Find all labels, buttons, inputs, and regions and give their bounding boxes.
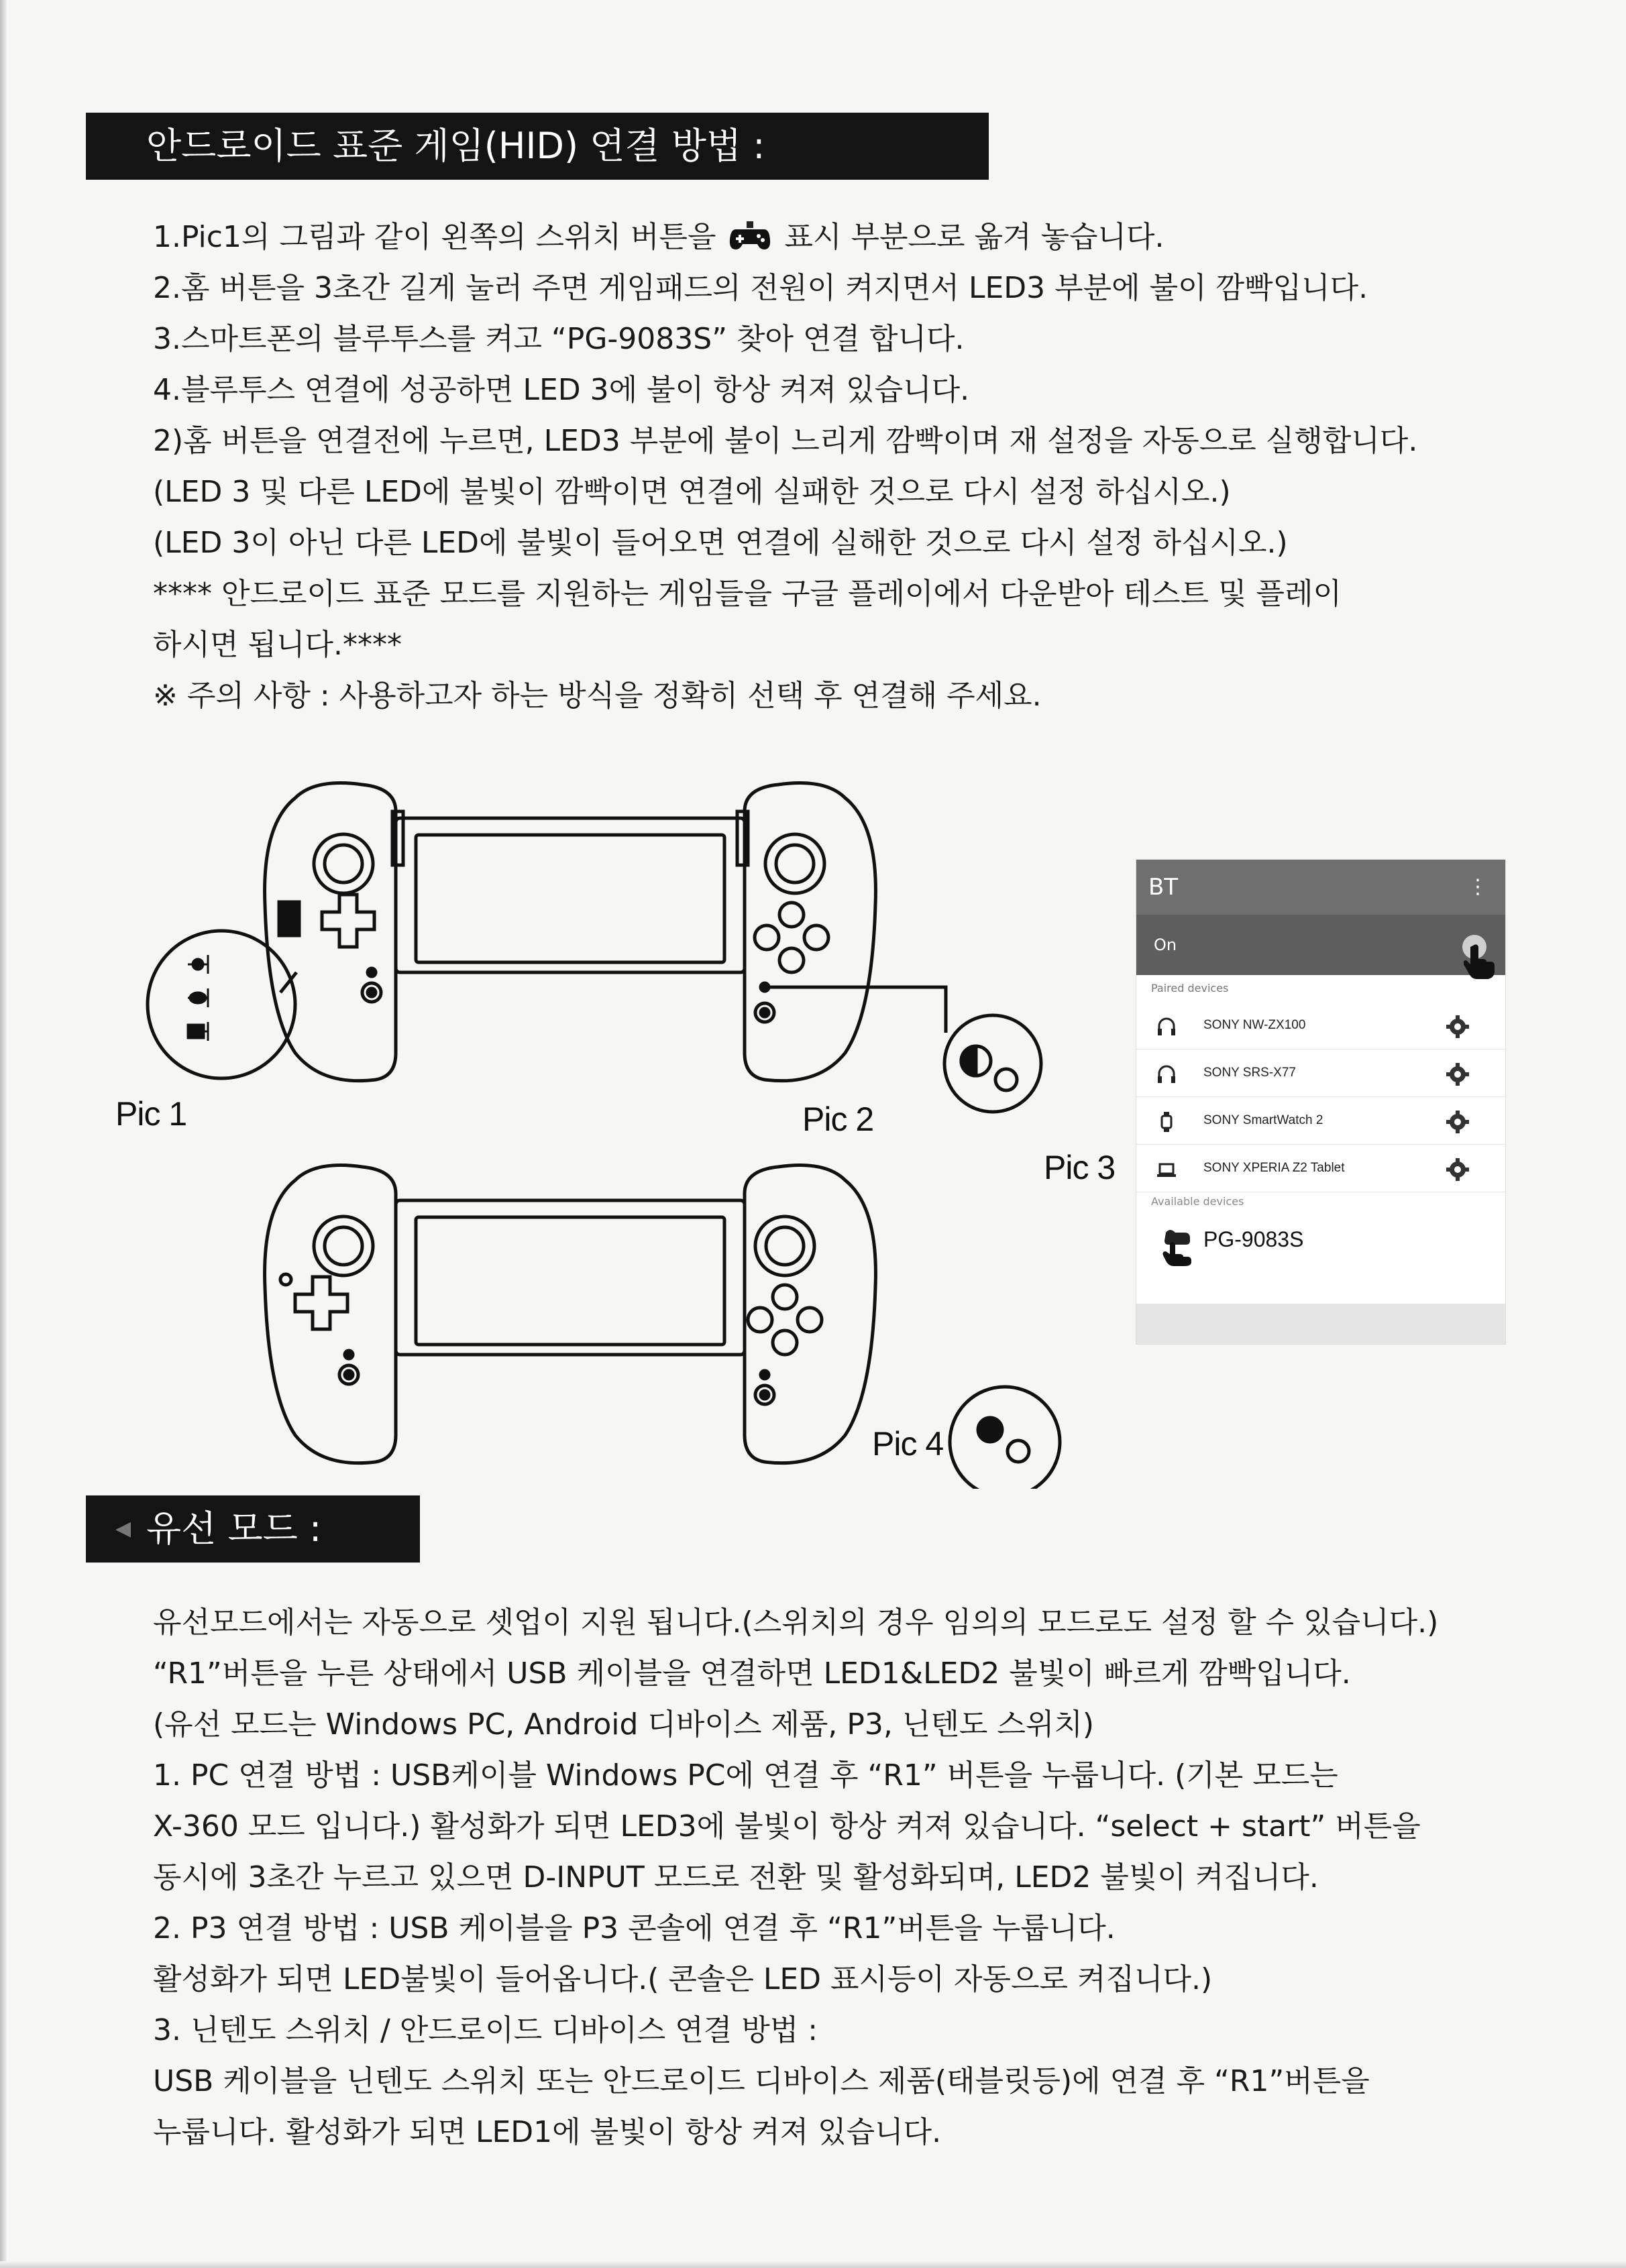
instruction-line: 하시면 됩니다.**** bbox=[153, 628, 402, 662]
more-menu-icon[interactable]: ⋮ bbox=[1468, 875, 1488, 899]
controller-bottom bbox=[265, 1166, 876, 1463]
instruction-line: 1.Pic1의 그림과 같이 왼쪽의 스위치 버튼을 표시 부분으로 옮겨 놓습니다. bbox=[153, 220, 1164, 254]
pic3-label: Pic 3 bbox=[1044, 1149, 1116, 1186]
settings-gear-icon[interactable] bbox=[1445, 1014, 1470, 1039]
instruction-line: 4.블루투스 연결에 성공하면 LED 3에 불이 항상 켜져 있습니다. bbox=[153, 373, 970, 407]
watch-icon bbox=[1156, 1112, 1177, 1132]
settings-gear-icon[interactable] bbox=[1445, 1109, 1470, 1135]
section1-instructions bbox=[153, 212, 1582, 722]
arrow-icon: ◀ bbox=[115, 1517, 131, 1540]
gamepad-icon bbox=[729, 221, 771, 251]
paired-devices-label: Paired devices bbox=[1151, 982, 1229, 995]
controller-illustration bbox=[121, 771, 1127, 1489]
paired-device-row[interactable]: SONY XPERIA Z2 Tablet bbox=[1136, 1145, 1505, 1192]
instruction-line: 2. P3 연결 방법 : USB 케이블을 P3 콘솔에 연결 후 “R1”버튼을 누룹니다. bbox=[153, 1911, 1116, 1945]
settings-gear-icon[interactable] bbox=[1445, 1157, 1470, 1182]
bluetooth-settings-screen bbox=[1136, 860, 1505, 1344]
pointing-hand-icon bbox=[1160, 1226, 1195, 1266]
instruction-line: 1. PC 연결 방법 : USB케이블 Windows PC에 연결 후 “R1” 버튼을 누룹니다. (기본 모드는 bbox=[153, 1758, 1338, 1793]
instruction-line: USB 케이블을 닌텐도 스위치 또는 안드로이드 디바이스 제품(태블릿등)에 연결 후 “R1”버튼을 bbox=[153, 2064, 1370, 2098]
bt-toggle-row[interactable]: On bbox=[1136, 915, 1505, 975]
instruction-line: 3. 닌텐도 스위치 / 안드로이드 디바이스 연결 방법 : bbox=[153, 2013, 818, 2047]
instruction-line: **** 안드로이드 표준 모드를 지원하는 게임들을 구글 플레이에서 다운받아 테스트 및 플레이 bbox=[153, 577, 1342, 611]
instruction-line: 3.스마트폰의 블루투스를 켜고 “PG-9083S” 찾아 연결 합니다. bbox=[153, 322, 965, 356]
instruction-line: 동시에 3초간 누르고 있으면 D-INPUT 모드로 전환 및 활성화되며, LED2 불빛이 켜집니다. bbox=[153, 1860, 1319, 1894]
instruction-line: 누룹니다. 활성화가 되면 LED1에 불빛이 항상 켜져 있습니다. bbox=[153, 2115, 942, 2149]
section-header-wired-mode: ◀ 유선 모드 : bbox=[86, 1495, 420, 1563]
screen-bottom-area bbox=[1136, 1304, 1505, 1344]
instruction-line: X-360 모드 입니다.) 활성화가 되면 LED3에 불빛이 항상 켜져 있습니다. “select + start” 버튼을 bbox=[153, 1809, 1421, 1844]
paired-device-row[interactable]: SONY NW-ZX100 bbox=[1136, 1002, 1505, 1050]
controller-top bbox=[265, 783, 876, 1081]
instruction-line: 2)홈 버튼을 연결전에 누르면, LED3 부분에 불이 느리게 깜빡이며 재 설정을 자동으로 실행합니다. bbox=[153, 424, 1418, 458]
instruction-line: 유선모드에서는 자동으로 셋업이 지원 됩니다.(스위치의 경우 임의의 모드로도 설정 할 수 있습니다.) bbox=[153, 1605, 1439, 1640]
caution-line: ※ 주의 사항 : 사용하고자 하는 방식을 정확히 선택 후 연결해 주세요. bbox=[153, 679, 1042, 713]
instruction-line: “R1”버튼을 누른 상태에서 USB 케이블을 연결하면 LED1&LED2 불빛이 빠르게 깜빡입니다. bbox=[153, 1656, 1351, 1691]
instruction-line: 활성화가 되면 LED불빛이 들어옵니다.( 콘솔은 LED 표시등이 자동으로 켜집니다.) bbox=[153, 1962, 1213, 1996]
bt-title-bar: BT ⋮ bbox=[1136, 860, 1505, 915]
paired-device-row[interactable]: SONY SmartWatch 2 bbox=[1136, 1097, 1505, 1145]
instruction-line: (LED 3 및 다른 LED에 불빛이 깜빡이면 연결에 실패한 것으로 다시 설정 하십시오.) bbox=[153, 475, 1231, 509]
pointing-hand-icon bbox=[1464, 943, 1496, 979]
page-bottom-edge bbox=[0, 2261, 1626, 2268]
page-edge bbox=[0, 0, 7, 2268]
headphones-icon bbox=[1156, 1017, 1177, 1037]
pic1-label: Pic 1 bbox=[115, 1095, 187, 1133]
instruction-line: (LED 3이 아닌 다른 LED에 불빛이 들어오면 연결에 실해한 것으로 다시 설정 하십시오.) bbox=[153, 526, 1288, 560]
pic4-label: Pic 4 bbox=[872, 1425, 944, 1463]
available-devices-label: Available devices bbox=[1151, 1195, 1244, 1208]
instruction-line: 2.홈 버튼을 3초간 길게 눌러 주면 게임패드의 전원이 켜지면서 LED3 부분에 불이 깜빡입니다. bbox=[153, 271, 1368, 305]
section-header-android-hid: 안드로이드 표준 게임(HID) 연결 방법 : bbox=[86, 113, 989, 180]
headphones-icon bbox=[1156, 1064, 1177, 1084]
instruction-line: (유선 모드는 Windows PC, Android 디바이스 제품, P3, 닌텐도 스위치) bbox=[153, 1707, 1095, 1742]
laptop-icon bbox=[1156, 1159, 1177, 1180]
paired-device-row[interactable]: SONY SRS-X77 bbox=[1136, 1050, 1505, 1097]
available-device-row[interactable]: PG-9083S bbox=[1136, 1212, 1505, 1273]
section2-instructions bbox=[153, 1597, 1582, 2158]
settings-gear-icon[interactable] bbox=[1445, 1062, 1470, 1087]
pic2-label: Pic 2 bbox=[802, 1100, 874, 1138]
mode-switch-icons bbox=[188, 955, 208, 1041]
